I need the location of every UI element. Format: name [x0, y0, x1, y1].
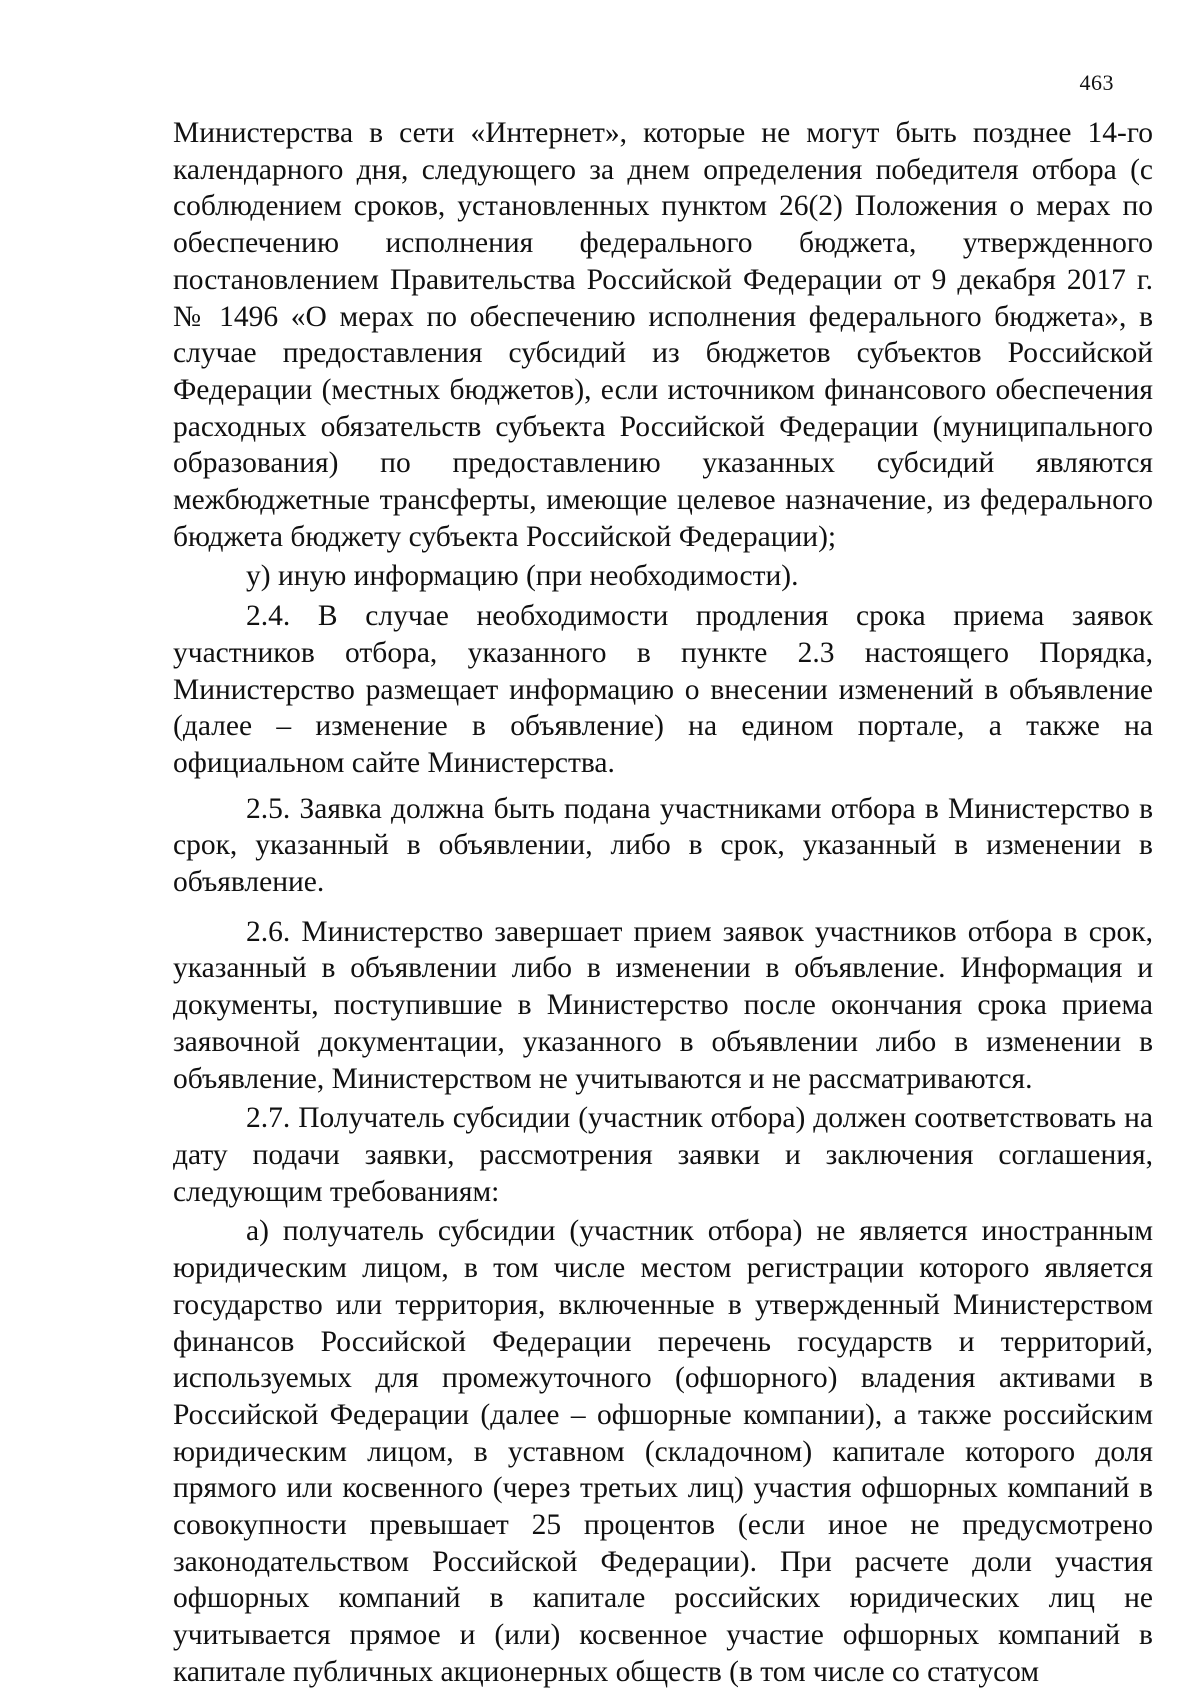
paragraph-item-u: у) иную информацию (при необходимости).	[246, 560, 799, 593]
paragraph-2-6: 2.6. Министерство завершает прием заявок участников отбора в срок, указанный в объявлении либо в изменении в объявление. Информация и документы, поступившие в Министерство после окончания срока приема заявочной документации, указанного в объявлении либо в изменении в объявление, Министерством не учитываются и не рассматриваются.	[173, 915, 1153, 1095]
paragraph-2-7: 2.7. Получатель субсидии (участник отбора) должен соответствовать на дату подачи заявки, рассмотрения заявки и заключения соглашения, следующим требованиям:	[173, 1102, 1153, 1208]
paragraph-2-5: 2.5. Заявка должна быть подана участниками отбора в Министерство в срок, указанный в объявлении, либо в срок, указанный в изменении в объявление.	[173, 792, 1153, 899]
paragraph-continuation: Министерства в сети «Интернет», которые не могут быть позднее 14-го календарного дня, следующего за днем определения победителя отбора (с соблюдением сроков, установленных пунктом 26(2) Положения о мерах по обеспечению исполнения федерального бюджета, утвержденного постановлением Правительства Российской Федерации от 9 декабря 2017 г. № 1496 «О мерах по обеспечению исполнения федерального бюджета», в случае предоставления субсидий из бюджетов субъектов Российской Федерации (местных бюджетов), если источником финансового обеспечения расходных обязательств субъекта Российской Федерации (муниципального образования) по предоставлению указанных субсидий являются межбюджетные трансферты, имеющие целевое назначение, из федерального бюджета бюджету субъекта Российской Федерации);	[173, 117, 1153, 553]
document-body	[173, 115, 1153, 1691]
paragraph-2-4: 2.4. В случае необходимости продления срока приема заявок участников отбора, указанного в пункте 2.3 настоящего Порядка, Министерство размещает информацию о внесении изменений в объявление (далее – изменение в объявление) на едином портале, а также на официальном сайте Министерства.	[173, 600, 1153, 779]
page-number: 463	[1079, 70, 1114, 95]
paragraph-requirement-a: а) получатель субсидии (участник отбора) не является иностранным юридическим лицом, в том числе местом регистрации которого является государство или территория, включенные в утвержденный Министерством финансов Российской Федерации перечень государств и территорий, используемых для промежуточного (офшорного) владения активами в Российской Федерации (далее – офшорные компании), а также российским юридическим лицом, в уставном (складочном) капитале которого доля прямого или косвенного (через третьих лиц) участия офшорных компаний в совокупности превышает 25 процентов (если иное не предусмотрено законодательством Российской Федерации). При расчете доли участия офшорных компаний в капитале российских юридических лиц не учитывается прямое и (или) косвенное участие офшорных компаний в капитале публичных акционерных обществ (в том числе со статусом	[173, 1215, 1153, 1688]
